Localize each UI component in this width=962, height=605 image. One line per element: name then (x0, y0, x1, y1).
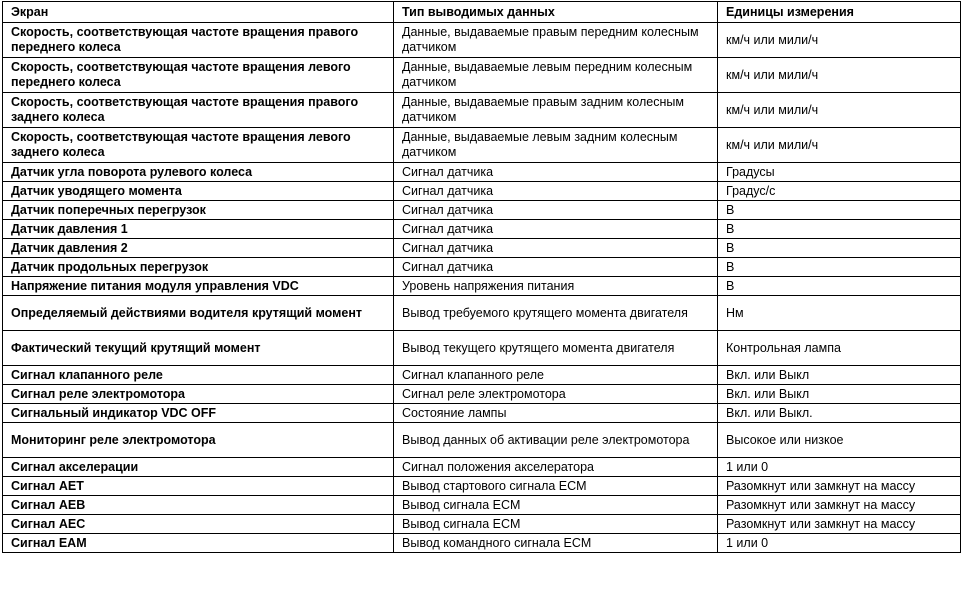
cell-screen: Сигнальный индикатор VDC OFF (3, 404, 394, 423)
table-row (3, 366, 961, 385)
cell-screen: Сигнал акселерации (3, 458, 394, 477)
cell-units: км/ч или мили/ч (718, 23, 961, 58)
cell-units: Разомкнут или замкнут на массу (718, 496, 961, 515)
table-row (3, 385, 961, 404)
table-row (3, 423, 961, 458)
cell-data-type: Уровень напряжения питания (394, 277, 718, 296)
cell-screen: Сигнал AET (3, 477, 394, 496)
cell-data-type: Вывод стартового сигнала ECM (394, 477, 718, 496)
cell-units: км/ч или мили/ч (718, 128, 961, 163)
header-screen: Экран (3, 2, 394, 23)
cell-units: Вкл. или Выкл (718, 385, 961, 404)
header-units: Единицы измерения (718, 2, 961, 23)
cell-screen: Датчик уводящего момента (3, 182, 394, 201)
cell-data-type: Вывод сигнала ECM (394, 515, 718, 534)
cell-screen: Сигнал AEB (3, 496, 394, 515)
cell-data-type: Вывод командного сигнала ECM (394, 534, 718, 553)
cell-data-type: Сигнал положения акселератора (394, 458, 718, 477)
cell-data-type: Сигнал датчика (394, 182, 718, 201)
cell-units: В (718, 258, 961, 277)
table-row (3, 128, 961, 163)
cell-data-type: Вывод сигнала ECM (394, 496, 718, 515)
cell-units: км/ч или мили/ч (718, 58, 961, 93)
data-table (2, 1, 961, 553)
cell-screen: Датчик угла поворота рулевого колеса (3, 163, 394, 182)
cell-screen: Определяемый действиями водителя крутящий момент (3, 296, 394, 331)
table-row (3, 58, 961, 93)
cell-data-type: Сигнал датчика (394, 201, 718, 220)
cell-data-type: Сигнал датчика (394, 220, 718, 239)
cell-data-type: Вывод текущего крутящего момента двигателя (394, 331, 718, 366)
cell-units: В (718, 220, 961, 239)
table-row (3, 258, 961, 277)
table-row (3, 496, 961, 515)
cell-data-type: Сигнал датчика (394, 239, 718, 258)
cell-units: Разомкнут или замкнут на массу (718, 477, 961, 496)
table-row (3, 182, 961, 201)
cell-screen: Фактический текущий крутящий момент (3, 331, 394, 366)
cell-screen: Датчик давления 1 (3, 220, 394, 239)
cell-data-type: Сигнал датчика (394, 163, 718, 182)
header-row (3, 2, 961, 23)
cell-units: Градус/с (718, 182, 961, 201)
cell-units: В (718, 277, 961, 296)
cell-screen: Скорость, соответствующая частоте вращения левого заднего колеса (3, 128, 394, 163)
table-row (3, 163, 961, 182)
cell-units: Нм (718, 296, 961, 331)
cell-data-type: Вывод данных об активации реле электромотора (394, 423, 718, 458)
cell-data-type: Сигнал клапанного реле (394, 366, 718, 385)
cell-units: Разомкнут или замкнут на массу (718, 515, 961, 534)
cell-data-type: Данные, выдаваемые левым передним колесным датчиком (394, 58, 718, 93)
cell-data-type: Данные, выдаваемые правым передним колесным датчиком (394, 23, 718, 58)
table-row (3, 239, 961, 258)
cell-units: Градусы (718, 163, 961, 182)
cell-units: Вкл. или Выкл (718, 366, 961, 385)
cell-data-type: Данные, выдаваемые правым задним колесным датчиком (394, 93, 718, 128)
cell-screen: Сигнал EAM (3, 534, 394, 553)
cell-units: км/ч или мили/ч (718, 93, 961, 128)
table-row (3, 201, 961, 220)
table-row (3, 277, 961, 296)
table-row (3, 404, 961, 423)
cell-screen: Датчик давления 2 (3, 239, 394, 258)
cell-units: 1 или 0 (718, 458, 961, 477)
header-data-type: Тип выводимых данных (394, 2, 718, 23)
cell-screen: Сигнал AEC (3, 515, 394, 534)
table-row (3, 296, 961, 331)
cell-data-type: Данные, выдаваемые левым задним колесным датчиком (394, 128, 718, 163)
cell-units: В (718, 239, 961, 258)
cell-screen: Скорость, соответствующая частоте вращения левого переднего колеса (3, 58, 394, 93)
table-row (3, 534, 961, 553)
cell-screen: Сигнал клапанного реле (3, 366, 394, 385)
cell-data-type: Сигнал реле электромотора (394, 385, 718, 404)
cell-screen: Датчик продольных перегрузок (3, 258, 394, 277)
cell-data-type: Вывод требуемого крутящего момента двигателя (394, 296, 718, 331)
table-row (3, 23, 961, 58)
cell-screen: Напряжение питания модуля управления VDC (3, 277, 394, 296)
cell-screen: Мониторинг реле электромотора (3, 423, 394, 458)
cell-screen: Датчик поперечных перегрузок (3, 201, 394, 220)
table-row (3, 93, 961, 128)
table-row (3, 220, 961, 239)
cell-screen: Скорость, соответствующая частоте вращения правого переднего колеса (3, 23, 394, 58)
cell-units: 1 или 0 (718, 534, 961, 553)
cell-units: Контрольная лампа (718, 331, 961, 366)
cell-units: Вкл. или Выкл. (718, 404, 961, 423)
cell-data-type: Сигнал датчика (394, 258, 718, 277)
cell-screen: Скорость, соответствующая частоте вращения правого заднего колеса (3, 93, 394, 128)
table-row (3, 458, 961, 477)
table-row (3, 331, 961, 366)
table-row (3, 515, 961, 534)
cell-units: В (718, 201, 961, 220)
cell-units: Высокое или низкое (718, 423, 961, 458)
cell-data-type: Состояние лампы (394, 404, 718, 423)
cell-screen: Сигнал реле электромотора (3, 385, 394, 404)
table-row (3, 477, 961, 496)
